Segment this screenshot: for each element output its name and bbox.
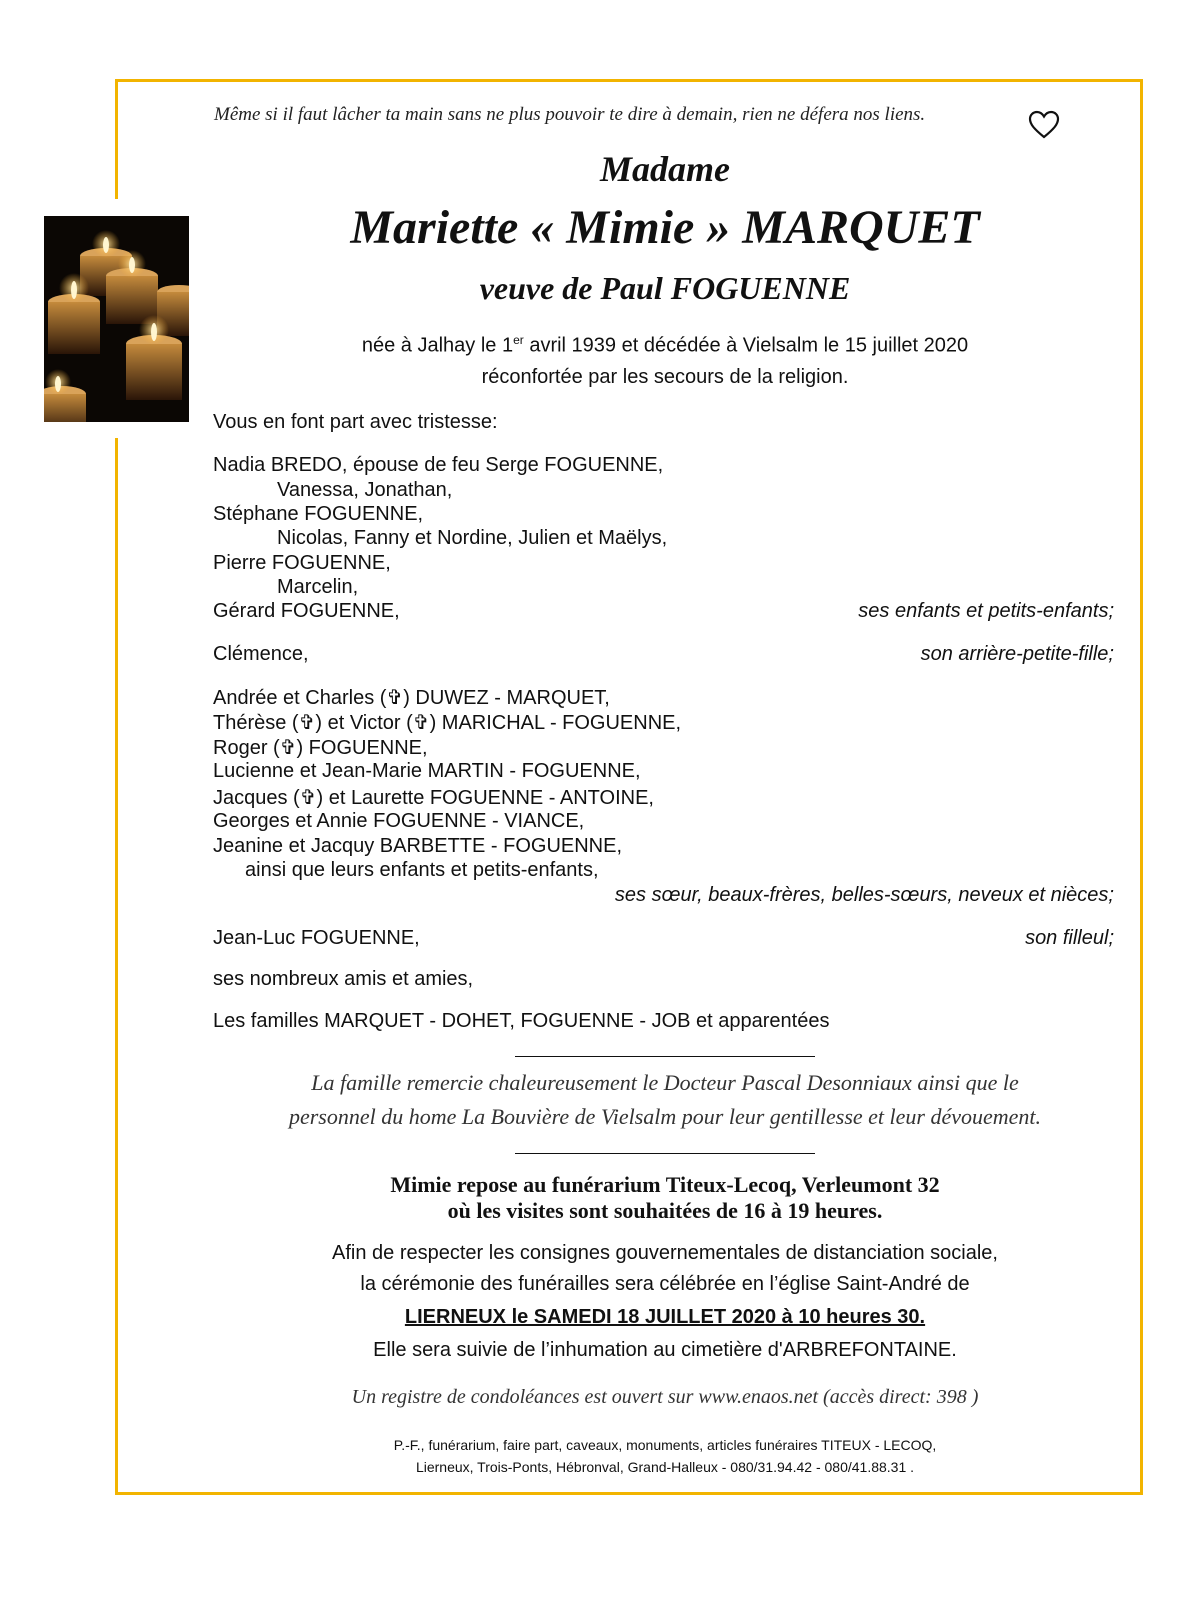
relation-label: son arrière-petite-fille; <box>920 643 1114 665</box>
funeral-home-footer: P.-F., funérarium, faire part, caveaux, monuments, articles funéraires TITEUX - LECOQ, <box>393 1437 937 1453</box>
cross-icon: ✞ <box>298 712 316 734</box>
divider-line <box>515 1056 815 1057</box>
ceremony-line: Elle sera suivie de l’inhumation au cimetière d'ARBREFONTAINE. <box>373 1339 957 1361</box>
religion-comfort: réconfortée par les secours de la religion. <box>481 366 849 388</box>
frame-top-border <box>115 79 1143 82</box>
family-line: Roger (✞) FOGUENNE, <box>213 737 428 759</box>
opening-quote: Même si il faut lâcher ta main sans ne plus pouvoir te dire à demain, rien ne défera nos liens. <box>214 104 926 125</box>
intro-line: Vous en font part avec tristesse: <box>213 411 498 433</box>
ceremony-line: la cérémonie des funérailles sera célébrée en l’église Saint-André de <box>360 1273 970 1295</box>
cross-icon: ✞ <box>299 787 317 809</box>
family-line: Nicolas, Fanny et Nordine, Julien et Maëlys, <box>277 527 668 549</box>
family-line: Marcelin, <box>277 576 359 598</box>
friends-line: ses nombreux amis et amies, <box>213 968 474 990</box>
family-line: Jean-Luc FOGUENNE, <box>213 927 420 949</box>
cross-icon: ✞ <box>386 687 404 709</box>
family-line: ainsi que leurs enfants et petits-enfants, <box>245 859 599 881</box>
family-line: Lucienne et Jean-Marie MARTIN - FOGUENNE, <box>213 760 641 782</box>
deceased-name: Mariette « Mimie » MARQUET <box>350 201 980 254</box>
relation-label: ses enfants et petits-enfants; <box>858 600 1114 622</box>
cross-icon: ✞ <box>279 737 297 759</box>
family-line: Georges et Annie FOGUENNE - VIANCE, <box>213 810 585 832</box>
family-line: Nadia BREDO, épouse de feu Serge FOGUENNE, <box>213 454 664 476</box>
relation-label: son filleul; <box>1025 927 1114 949</box>
widow-of: veuve de Paul FOGUENNE <box>479 270 851 306</box>
ceremony-date: LIERNEUX le SAMEDI 18 JUILLET 2020 à 10 heures 30. <box>404 1306 926 1328</box>
family-line: Stéphane FOGUENNE, <box>213 503 424 525</box>
family-line: Pierre FOGUENNE, <box>213 552 391 574</box>
thanks-line: personnel du home La Bouvière de Vielsalm pour leur gentillesse et leur dévouement. <box>288 1104 1042 1129</box>
relation-label: ses sœur, beaux-frères, belles-sœurs, neveux et nièces; <box>614 884 1114 906</box>
frame-left-border-lower <box>115 438 118 1495</box>
frame-bottom-border <box>115 1492 1143 1495</box>
birth-death-line: née à Jalhay le 1er avril 1939 et décédée à Vielsalm le 15 juillet 2020 <box>361 333 969 357</box>
family-line: Jeanine et Jacquy BARBETTE - FOGUENNE, <box>213 835 623 857</box>
family-line: Vanessa, Jonathan, <box>277 479 453 501</box>
family-line: Clémence, <box>213 643 309 665</box>
condolence-register: Un registre de condoléances est ouvert sur www.enaos.net (accès direct: 398 ) <box>351 1386 979 1408</box>
visitation-line: Mimie repose au funérarium Titeux-Lecoq, Verleumont 32 <box>390 1172 940 1197</box>
ceremony-line: Afin de respecter les consignes gouvernementales de distanciation sociale, <box>332 1242 998 1264</box>
family-line: Thérèse (✞) et Victor (✞) MARICHAL - FOGUENNE, <box>213 712 682 734</box>
cross-icon: ✞ <box>412 712 430 734</box>
divider-line <box>515 1153 815 1154</box>
family-line: Jacques (✞) et Laurette FOGUENNE - ANTOINE, <box>213 787 654 809</box>
visitation-line: où les visites sont souhaitées de 16 à 19 heures. <box>447 1198 883 1223</box>
honorific-title: Madame <box>600 149 730 189</box>
frame-left-border-upper <box>115 79 118 199</box>
family-line: Gérard FOGUENNE, <box>213 600 400 622</box>
heart-icon <box>1028 110 1060 140</box>
family-line: Andrée et Charles (✞) DUWEZ - MARQUET, <box>213 687 610 709</box>
funeral-home-footer: Lierneux, Trois-Ponts, Hébronval, Grand-Halleux - 080/31.94.42 - 080/41.88.31 . <box>415 1459 915 1475</box>
families-line: Les familles MARQUET - DOHET, FOGUENNE - JOB et apparentées <box>213 1010 830 1032</box>
thanks-line: La famille remercie chaleureusement le Docteur Pascal Desonniaux ainsi que le <box>311 1070 1019 1095</box>
